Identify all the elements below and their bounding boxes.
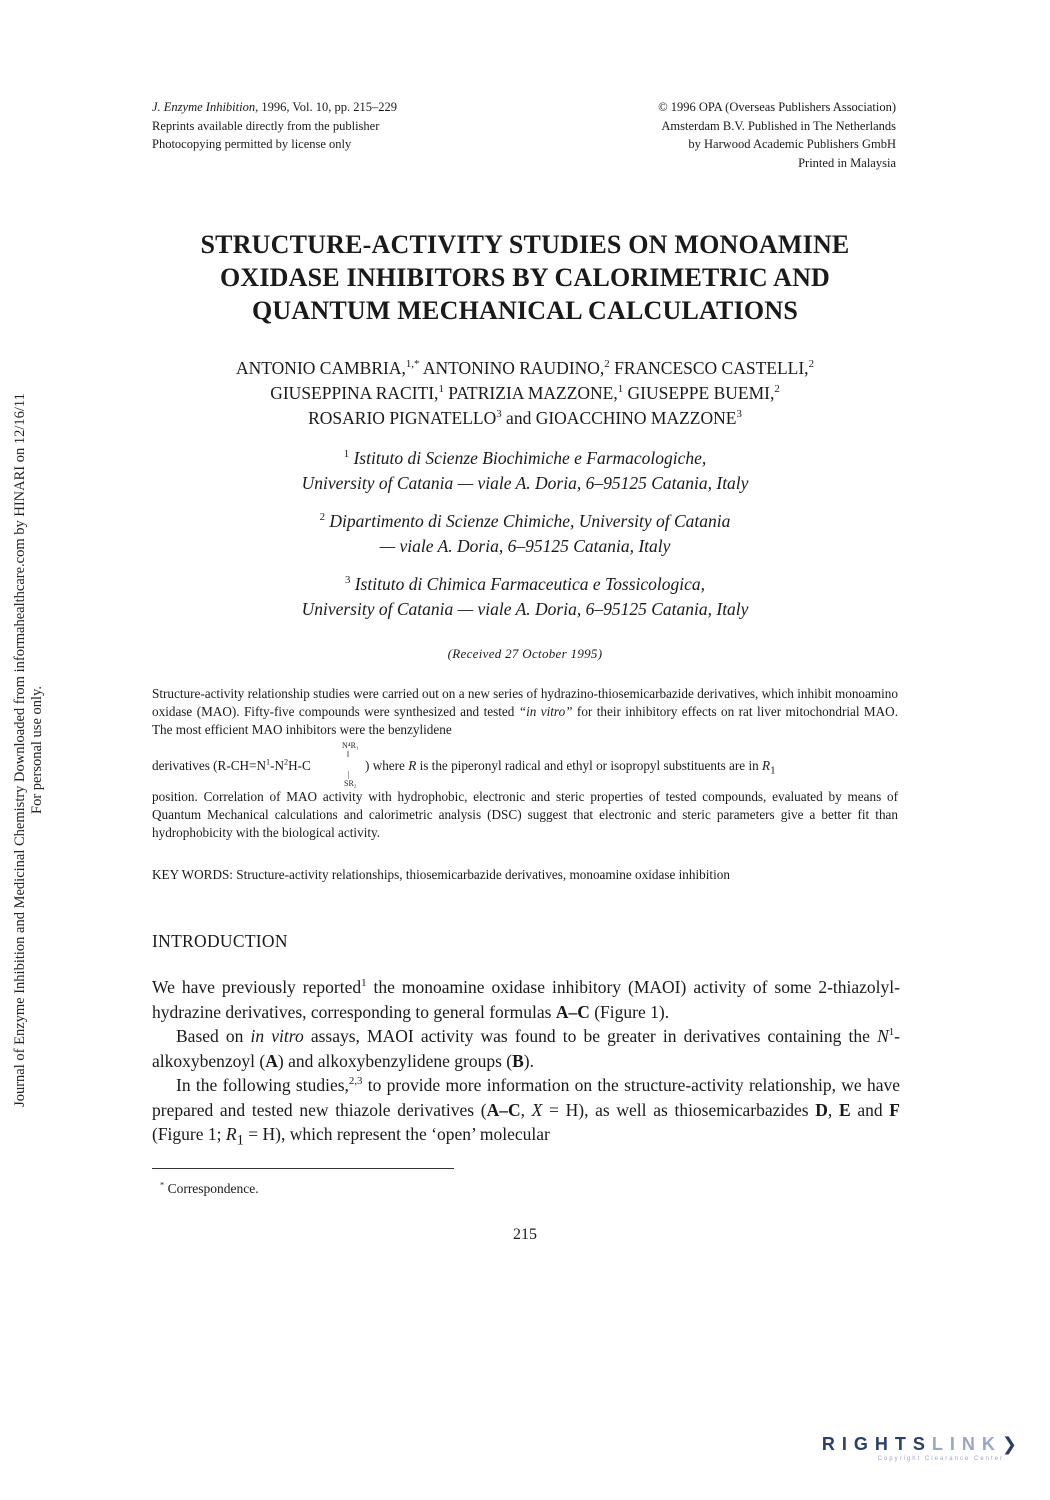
intro-paragraph-3: In the following studies,$^{2,3}$ to provide more information on the structure-activity relationship, we have prepared and tested new thiazole derivatives (A–C, X = H), as well as thiosemicarbazides D, E and F (Figure 1; $R_1 = H$), which represent the ‘open’ molecular (152, 1075, 900, 1149)
intro-paragraph-2: Based on in vitro assays, MAOI activity was found to be greater in derivatives containing the $N^1$-alkoxybenzoyl (A) and alkoxybenzylidene groups (B). (152, 1026, 900, 1071)
affiliation-2: $^2$ Dipartimento di Scienze Chimiche, University of Catania — viale A. Doria, 6–95125 Catania, Italy (319, 511, 731, 556)
abstract-part-1: Structure-activity relationship studies were carried out on a new series of hydrazino-thiosemicarbazide derivatives, which inhibit monoamino oxidase (MAO). Fifty-five compounds were synthesized and tested “in vitro” for their inhibitory effects on rat liver mitochondrial MAO. The most efficient MAO inhibitors were the benzylidene (152, 686, 899, 737)
publisher-line: Amsterdam B.V. Published in The Netherlands (661, 118, 896, 133)
page-number: 215 (513, 1226, 537, 1243)
publisher-header (658, 98, 896, 172)
intro-paragraph-1: We have previously reported$^1$ the monoamine oxidase inhibitory (MAOI) activity of some 2-thiazolyl-hydrazine derivatives, corresponding to general formulas A–C (Figure 1). (152, 977, 900, 1022)
footnote-rule (152, 1168, 454, 1169)
formula-text: derivatives ($R-CH=N^1-N^2H-C$ (152, 757, 311, 773)
download-watermark: Journal of Enzyme Inhibition and Medicinal Chemistry Downloaded from informahealthcare.com by HINARI on 12/16/11 For personal use only. (12, 393, 45, 1107)
journal-header (152, 98, 397, 154)
introduction-body (152, 975, 900, 1153)
rightslink-logo[interactable]: RIGHTSLINK❯ Copyright Clearance Center (821, 1434, 1024, 1462)
received-date: (Received 27 October 1995) (447, 646, 603, 661)
section-heading-introduction: INTRODUCTION (152, 931, 288, 951)
affiliation-3: $^3$ Istituto di Chimica Farmaceutica e Tossicologica, University of Catania — viale A. Doria, 6–95125 Catania, Italy (301, 574, 749, 619)
reprints-note: Reprints available directly from the publisher (152, 118, 380, 133)
abstract-part-2: position. Correlation of MAO activity with hydrophobic, electronic and steric properties of tested compounds, evaluated by means of Quantum Mechanical calculations and calorimetric analysis (DSC) suggest that electronic and steric parameters give a better fit than hydrophobicity with the biological activity. (152, 789, 898, 840)
chevron-right-icon: ❯ (1001, 1434, 1024, 1454)
affiliation-1: $^1$ Istituto di Scienze Biochimiche e Farmacologiche, University of Catania — viale A. Doria, 6–95125 Catania, Italy (301, 448, 749, 493)
author-list: ANTONIO CAMBRIA,$^{1,*}$ ANTONINO RAUDINO,$^2$ FRANCESCO CASTELLI,$^2$ GIUSEPPINA RACITI,$^1$ PATRIZIA MAZZONE,$^1$ GIUSEPPE BUEMI,$^2$ ROSARIO PIGNATELLO$^3$ and GIOACCHINO MAZZONE$^3$ (236, 358, 814, 428)
printed-line: Printed in Malaysia (798, 155, 896, 170)
journal-citation: J. Enzyme Inhibition, 1996, Vol. 10, pp. 215–229 (152, 100, 398, 114)
footnote: * Correspondence. (160, 1180, 259, 1196)
key-words: KEY WORDS: Structure-activity relationships, thiosemicarbazide derivatives, monoamine oxidase inhibition (152, 867, 730, 882)
photocopy-note: Photocopying permitted by license only (152, 137, 352, 151)
paper-title: STRUCTURE-ACTIVITY STUDIES ON MONOAMINE OXIDASE INHIBITORS BY CALORIMETRIC AND QUANTUM MECHANICAL CALCULATIONS (200, 230, 850, 325)
formula-n4r1: N⁴R₁ (342, 741, 359, 750)
copyright-line: © 1996 OPA (Overseas Publishers Association) (658, 100, 896, 114)
formula-single-bond: | (348, 770, 350, 779)
publisher-name: by Harwood Academic Publishers GmbH (688, 137, 896, 151)
formula-double-bond: ‖ (347, 750, 350, 759)
formula-tail: ) where R is the piperonyl radical and ethyl or isopropyl substituents are in $R_1$ (365, 758, 776, 777)
formula-sr2: SR₂ (344, 779, 357, 788)
